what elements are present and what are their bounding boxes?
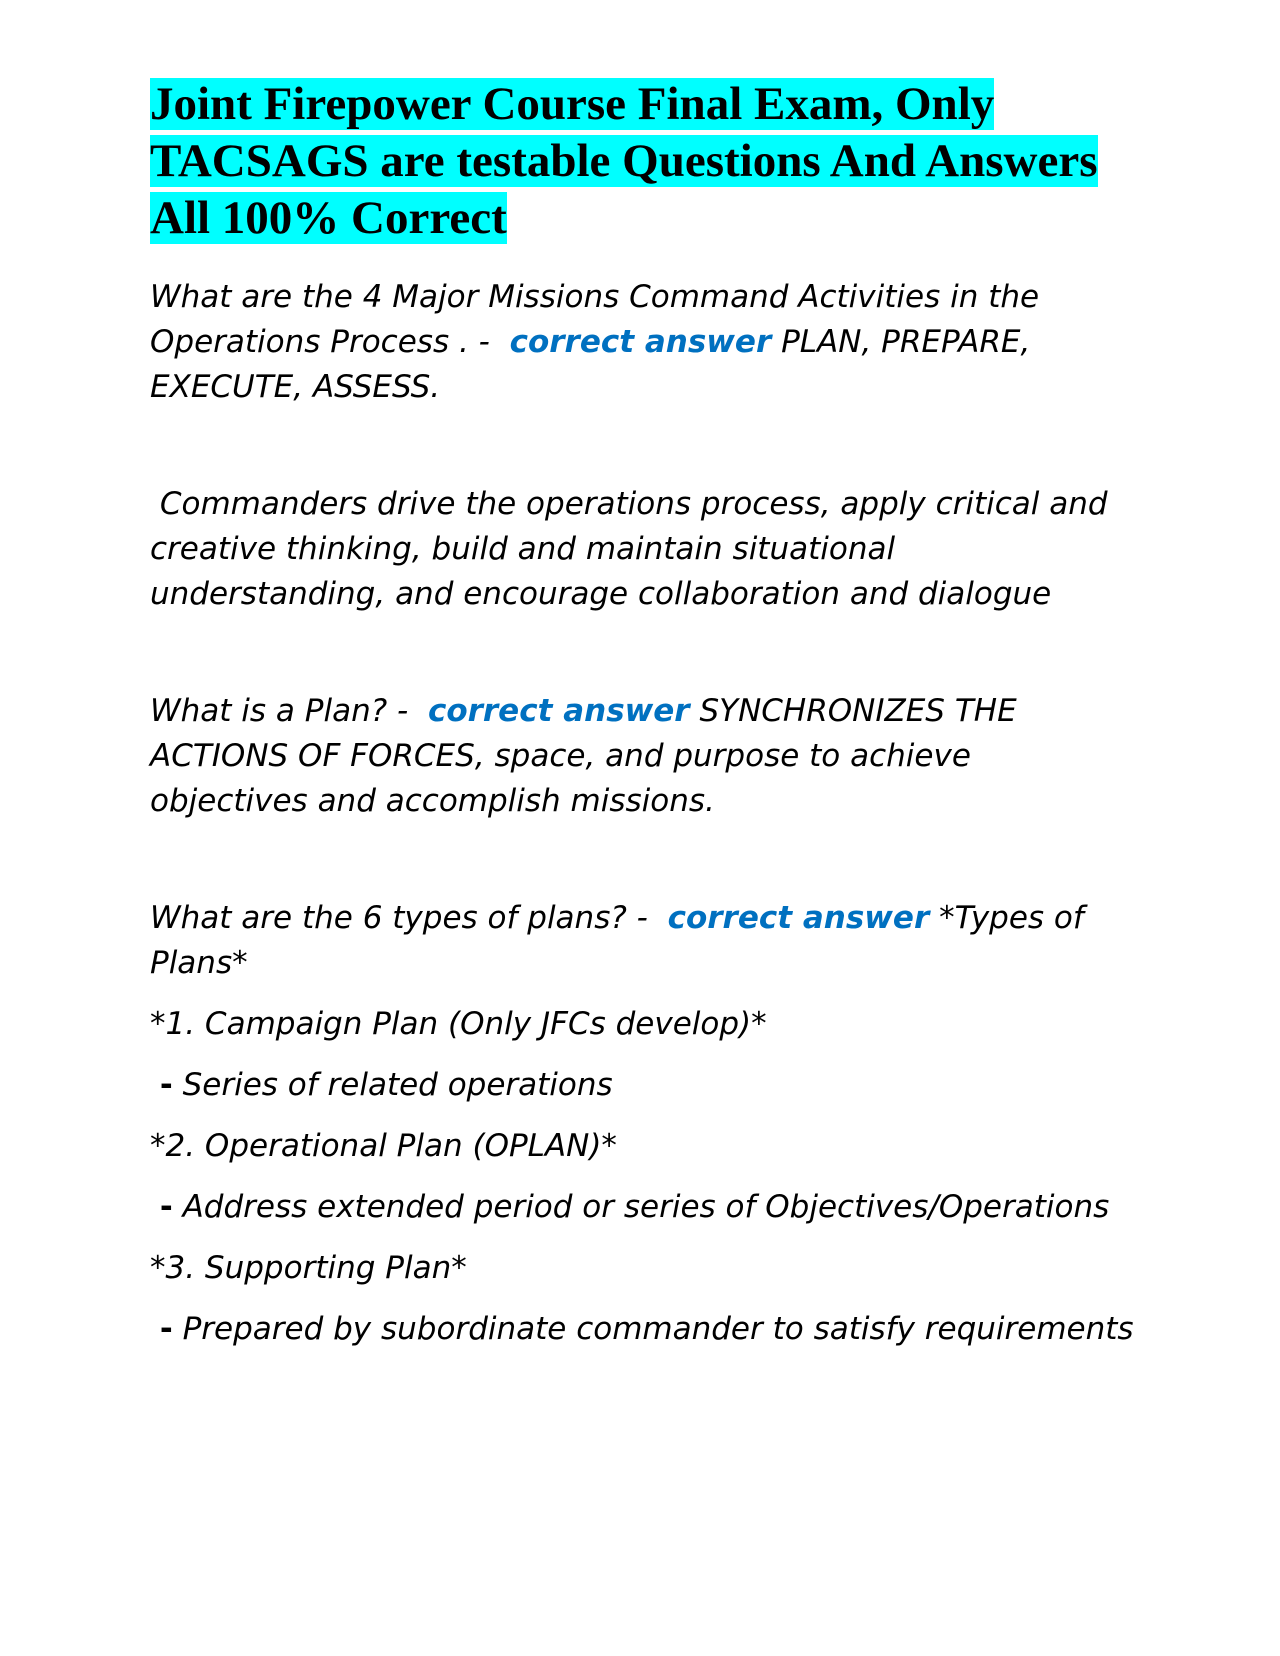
question-text: What are the 4 Major Missions Command Activities in the Operations Process . - bbox=[150, 279, 1049, 360]
correct-answer-label: correct answer bbox=[667, 900, 930, 936]
commanders-paragraph: Commanders drive the operations process, apply critical and creative thinking, build and maintain situational understanding, and encourage collaboration and dialogue bbox=[150, 486, 1118, 612]
dash-bullet: - bbox=[159, 1067, 173, 1103]
plan-detail-text: Series of related operations bbox=[182, 1067, 613, 1103]
plan-detail-2 bbox=[150, 1185, 1135, 1230]
qa-item-1 bbox=[150, 275, 1135, 410]
plan-heading-1: *1. Campaign Plan (Only JFCs develop)* bbox=[150, 1006, 767, 1042]
correct-answer-label: correct answer bbox=[427, 693, 690, 729]
document-title bbox=[150, 76, 1135, 247]
document-page bbox=[150, 76, 1135, 1352]
answer-text: *Types of Plans* bbox=[150, 900, 1094, 981]
answer-text: PLAN, PREPARE, EXECUTE, ASSESS. bbox=[150, 324, 1041, 405]
plan-detail-1 bbox=[150, 1063, 1135, 1108]
question-text: What are the 6 types of plans? - bbox=[150, 900, 648, 936]
plan-heading-3: *3. Supporting Plan* bbox=[150, 1250, 467, 1286]
dash-bullet: - bbox=[159, 1189, 173, 1225]
qa-item-2 bbox=[150, 689, 1135, 824]
correct-answer-label: correct answer bbox=[509, 324, 772, 360]
question-text: What is a Plan? - bbox=[150, 693, 409, 729]
plan-detail-text: Prepared by subordinate commander to satisfy requirements bbox=[182, 1311, 1134, 1347]
plan-detail-text: Address extended period or series of Objectives/Operations bbox=[182, 1189, 1110, 1225]
plan-detail-3 bbox=[150, 1307, 1135, 1352]
dash-bullet: - bbox=[159, 1311, 173, 1347]
answer-text: SYNCHRONIZES THE ACTIONS OF FORCES, space, and purpose to achieve objectives and accomplish missions. bbox=[150, 693, 1027, 819]
qa-item-3 bbox=[150, 896, 1135, 986]
plan-heading-2: *2. Operational Plan (OPLAN)* bbox=[150, 1128, 617, 1164]
title-highlight: Joint Firepower Course Final Exam, Only TACSAGS are testable Questions And Answers All 100% Correct bbox=[150, 78, 1098, 244]
